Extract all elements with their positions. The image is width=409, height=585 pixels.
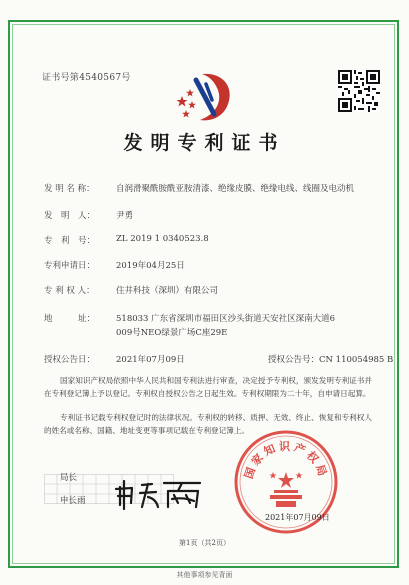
filing-date-row [44,259,185,271]
seal-date: 2021年07月09日 [265,513,330,522]
publication-number-label: 授权公告号： [268,355,320,365]
inventor-label: 发 明 人： [44,211,96,221]
patentee-label: 专 利 权 人： [44,286,95,296]
address-value-line2: 009号NEO绿景广场C座29E [116,328,228,338]
page-number: 第1页（共2页） [179,539,230,547]
qr-code-icon [338,70,380,112]
invention-name-value: 自润滑聚酰胺酰亚胺清漆、绝缘皮膜、绝缘电线、线圈及电动机 [116,184,355,194]
patent-number-row [44,234,209,246]
patent-number-label: 专 利 号： [44,236,96,246]
director-signature [112,475,212,511]
grant-date-label: 授权公告日： [44,355,96,365]
address-row [44,312,336,324]
publication-number-value: CN 110054985 B [319,355,394,365]
invention-name-label: 发 明 名 称： [44,184,95,194]
filing-date-value: 2019年04月25日 [116,261,185,271]
patentee-value: 住井科技（深圳）有限公司 [116,286,219,296]
legal-status-statement: 专利证书记载专利权登记时的法律状况。专利权的转移、质押、无效、终止、恢复和专利权人的姓名或名称、国籍、地址变更等事项记载在专利登记簿上。 [44,413,372,435]
patent-number-value: ZL 2019 1 0340523.8 [116,234,209,244]
inventor-value: 尹勇 [116,211,134,221]
grant-date-row [44,353,185,365]
patentee-row [44,284,219,296]
footer-note: 其他事项参见背面 [176,571,233,579]
certificate-number: 证书号第4540567号 [42,73,131,83]
address-label: 地 址： [44,314,96,324]
director-name-label: 申长雨 [60,496,86,506]
publication-number-row [268,353,393,365]
grant-date-value: 2021年07月09日 [116,355,185,365]
director-title: 局长 [60,473,78,483]
grant-statement: 国家知识产权局依照中华人民共和国专利法进行审查，决定授予专利权，颁发发明专利证书并在专利登记簿上予以登记。专利权自授权公告之日起生效。专利权期限为二十年，自申请日起算。 [44,376,372,398]
inventor-row [44,209,134,221]
filing-date-label: 专利申请日： [44,261,96,271]
cnipa-emblem-icon [172,66,238,126]
certificate-title: 发明专利证书 [123,132,286,154]
invention-name-row [44,182,355,194]
seal-text: 国家知识产权局 [242,440,330,481]
address-value-line1: 518033 广东省深圳市福田区沙头街道天安社区深南大道6 [116,314,336,324]
